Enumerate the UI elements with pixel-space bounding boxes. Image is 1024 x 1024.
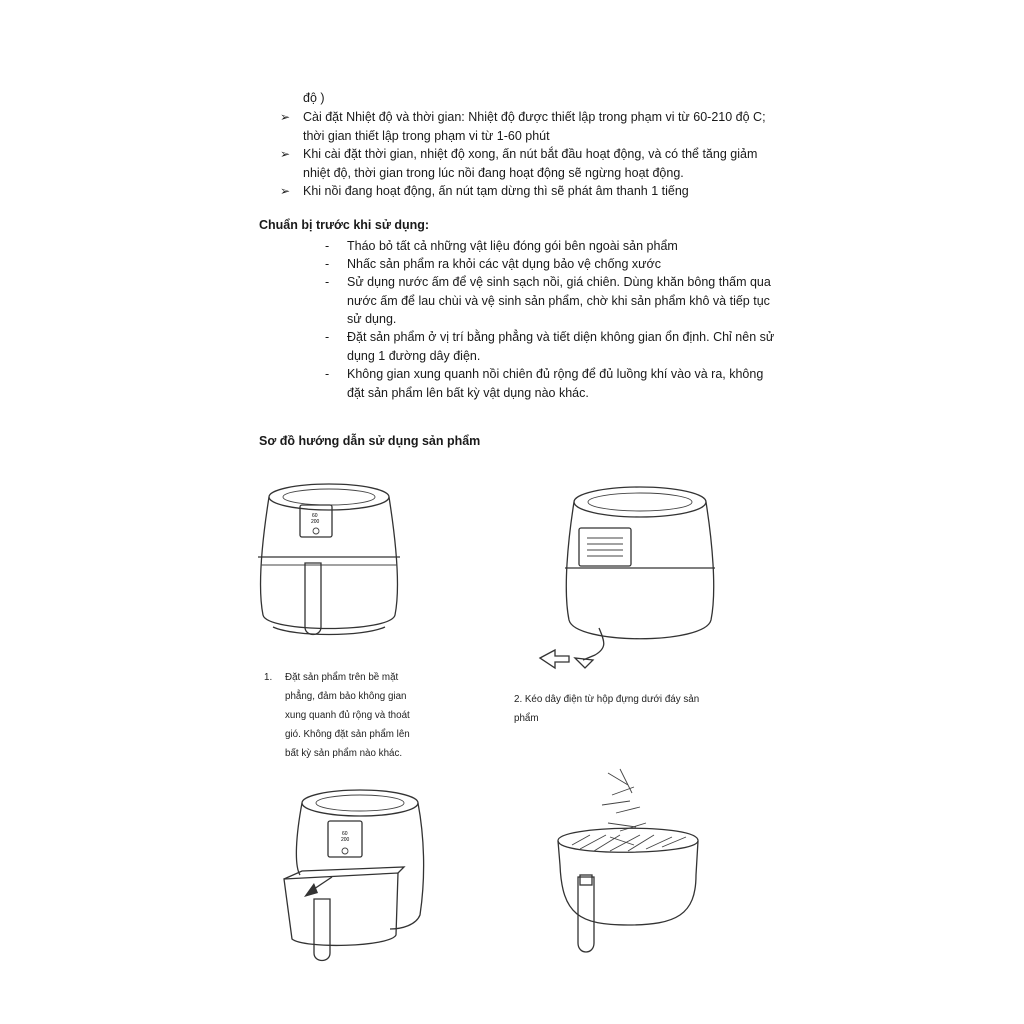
prep-item — [347, 273, 771, 329]
air-fryer-rear-illustration — [535, 480, 725, 680]
caption-line: phẩm — [514, 713, 539, 724]
caption-line: bất kỳ sản phẩm nào khác. — [285, 748, 403, 759]
caption-line: 2. Kéo dây điện từ hộp đựng dưới đáy sản — [514, 694, 700, 705]
prep-line: Tháo bỏ tất cả những vật liệu đóng gói bên ngoài sản phẩm — [347, 239, 678, 253]
dash-bullet: - — [325, 275, 330, 289]
caption-line: phẳng, đảm bảo không gian — [285, 691, 407, 702]
prep-line: Sử dụng nước ấm để vệ sinh sạch nồi, giá chiên. Dùng khăn bông thấm qua — [347, 275, 771, 289]
display-temp: 60 — [312, 513, 318, 519]
air-fryer-basket-out-illustration — [280, 775, 430, 965]
bullet-item — [303, 145, 757, 182]
prep-line: dụng 1 đường dây điện. — [347, 348, 481, 363]
air-fryer-basket-fries-illustration — [550, 765, 710, 965]
prep-line: sử dụng. — [347, 312, 397, 326]
prep-line: Đặt sản phẩm ở vị trí bằng phẳng và tiết diện không gian ổn định. Chỉ nên sử — [347, 330, 775, 344]
text-fragment: độ ) — [303, 91, 325, 105]
bullet-line: Khi cài đặt thời gian, nhiệt độ xong, ấn nút bắt đầu hoạt động, và có thể tăng giảm — [303, 147, 758, 161]
bullet-line: Cài đặt Nhiệt độ và thời gian: Nhiệt độ được thiết lập trong phạm vi từ 60-210 độ C; — [303, 110, 766, 124]
bullet-line: Khi nồi đang hoạt động, ấn nút tạm dừng thì sẽ phát âm thanh 1 tiếng — [303, 184, 689, 198]
prep-item — [347, 255, 661, 274]
bullet-line: nhiệt độ, thời gian trong lúc nồi đang hoạt động sẽ ngừng hoạt động. — [303, 165, 684, 180]
arrow-bullet-icon: ➢ — [280, 147, 291, 161]
air-fryer-front-illustration — [255, 475, 405, 645]
prep-line: đặt sản phẩm lên bất kỳ vật dụng nào khác. — [347, 385, 589, 400]
arrow-bullet-icon: ➢ — [280, 184, 291, 198]
display-time: 200 — [341, 837, 350, 843]
prep-line: Không gian xung quanh nồi chiên đủ rộng để đủ luồng khí vào và ra, không — [347, 367, 764, 381]
display-temp: 60 — [342, 831, 348, 837]
dash-bullet: - — [325, 330, 330, 344]
dash-bullet: - — [325, 257, 330, 271]
bullet-line: thời gian thiết lập trong phạm vi từ 1-60 phút — [303, 128, 550, 143]
step-2-caption — [514, 690, 699, 728]
prep-item — [347, 365, 763, 402]
prep-item — [347, 237, 678, 256]
dash-bullet: - — [325, 367, 330, 381]
bullet-item — [303, 182, 689, 201]
arrow-bullet-icon: ➢ — [280, 110, 291, 124]
step-1-caption — [285, 668, 437, 763]
prep-heading: Chuẩn bị trước khi sử dụng: — [259, 218, 430, 232]
step-1-number: 1. — [264, 672, 273, 683]
caption-line: gió. Không đặt sản phẩm lên — [285, 729, 410, 740]
prep-line: nước ấm để lau chùi và vệ sinh sản phẩm, chờ khi sản phẩm khô và tiếp tục — [347, 293, 770, 308]
prep-item — [347, 328, 774, 365]
prep-line: Nhấc sản phẩm ra khỏi các vật dụng bảo vệ chống xước — [347, 257, 661, 271]
diagram-heading: Sơ đồ hướng dẫn sử dụng sản phẩm — [259, 434, 481, 448]
bullet-item — [303, 108, 766, 145]
display-time: 200 — [311, 519, 320, 525]
dash-bullet: - — [325, 239, 330, 253]
caption-line: xung quanh đủ rộng và thoát — [285, 710, 410, 721]
caption-line: Đặt sản phẩm trên bề mặt — [285, 672, 399, 683]
